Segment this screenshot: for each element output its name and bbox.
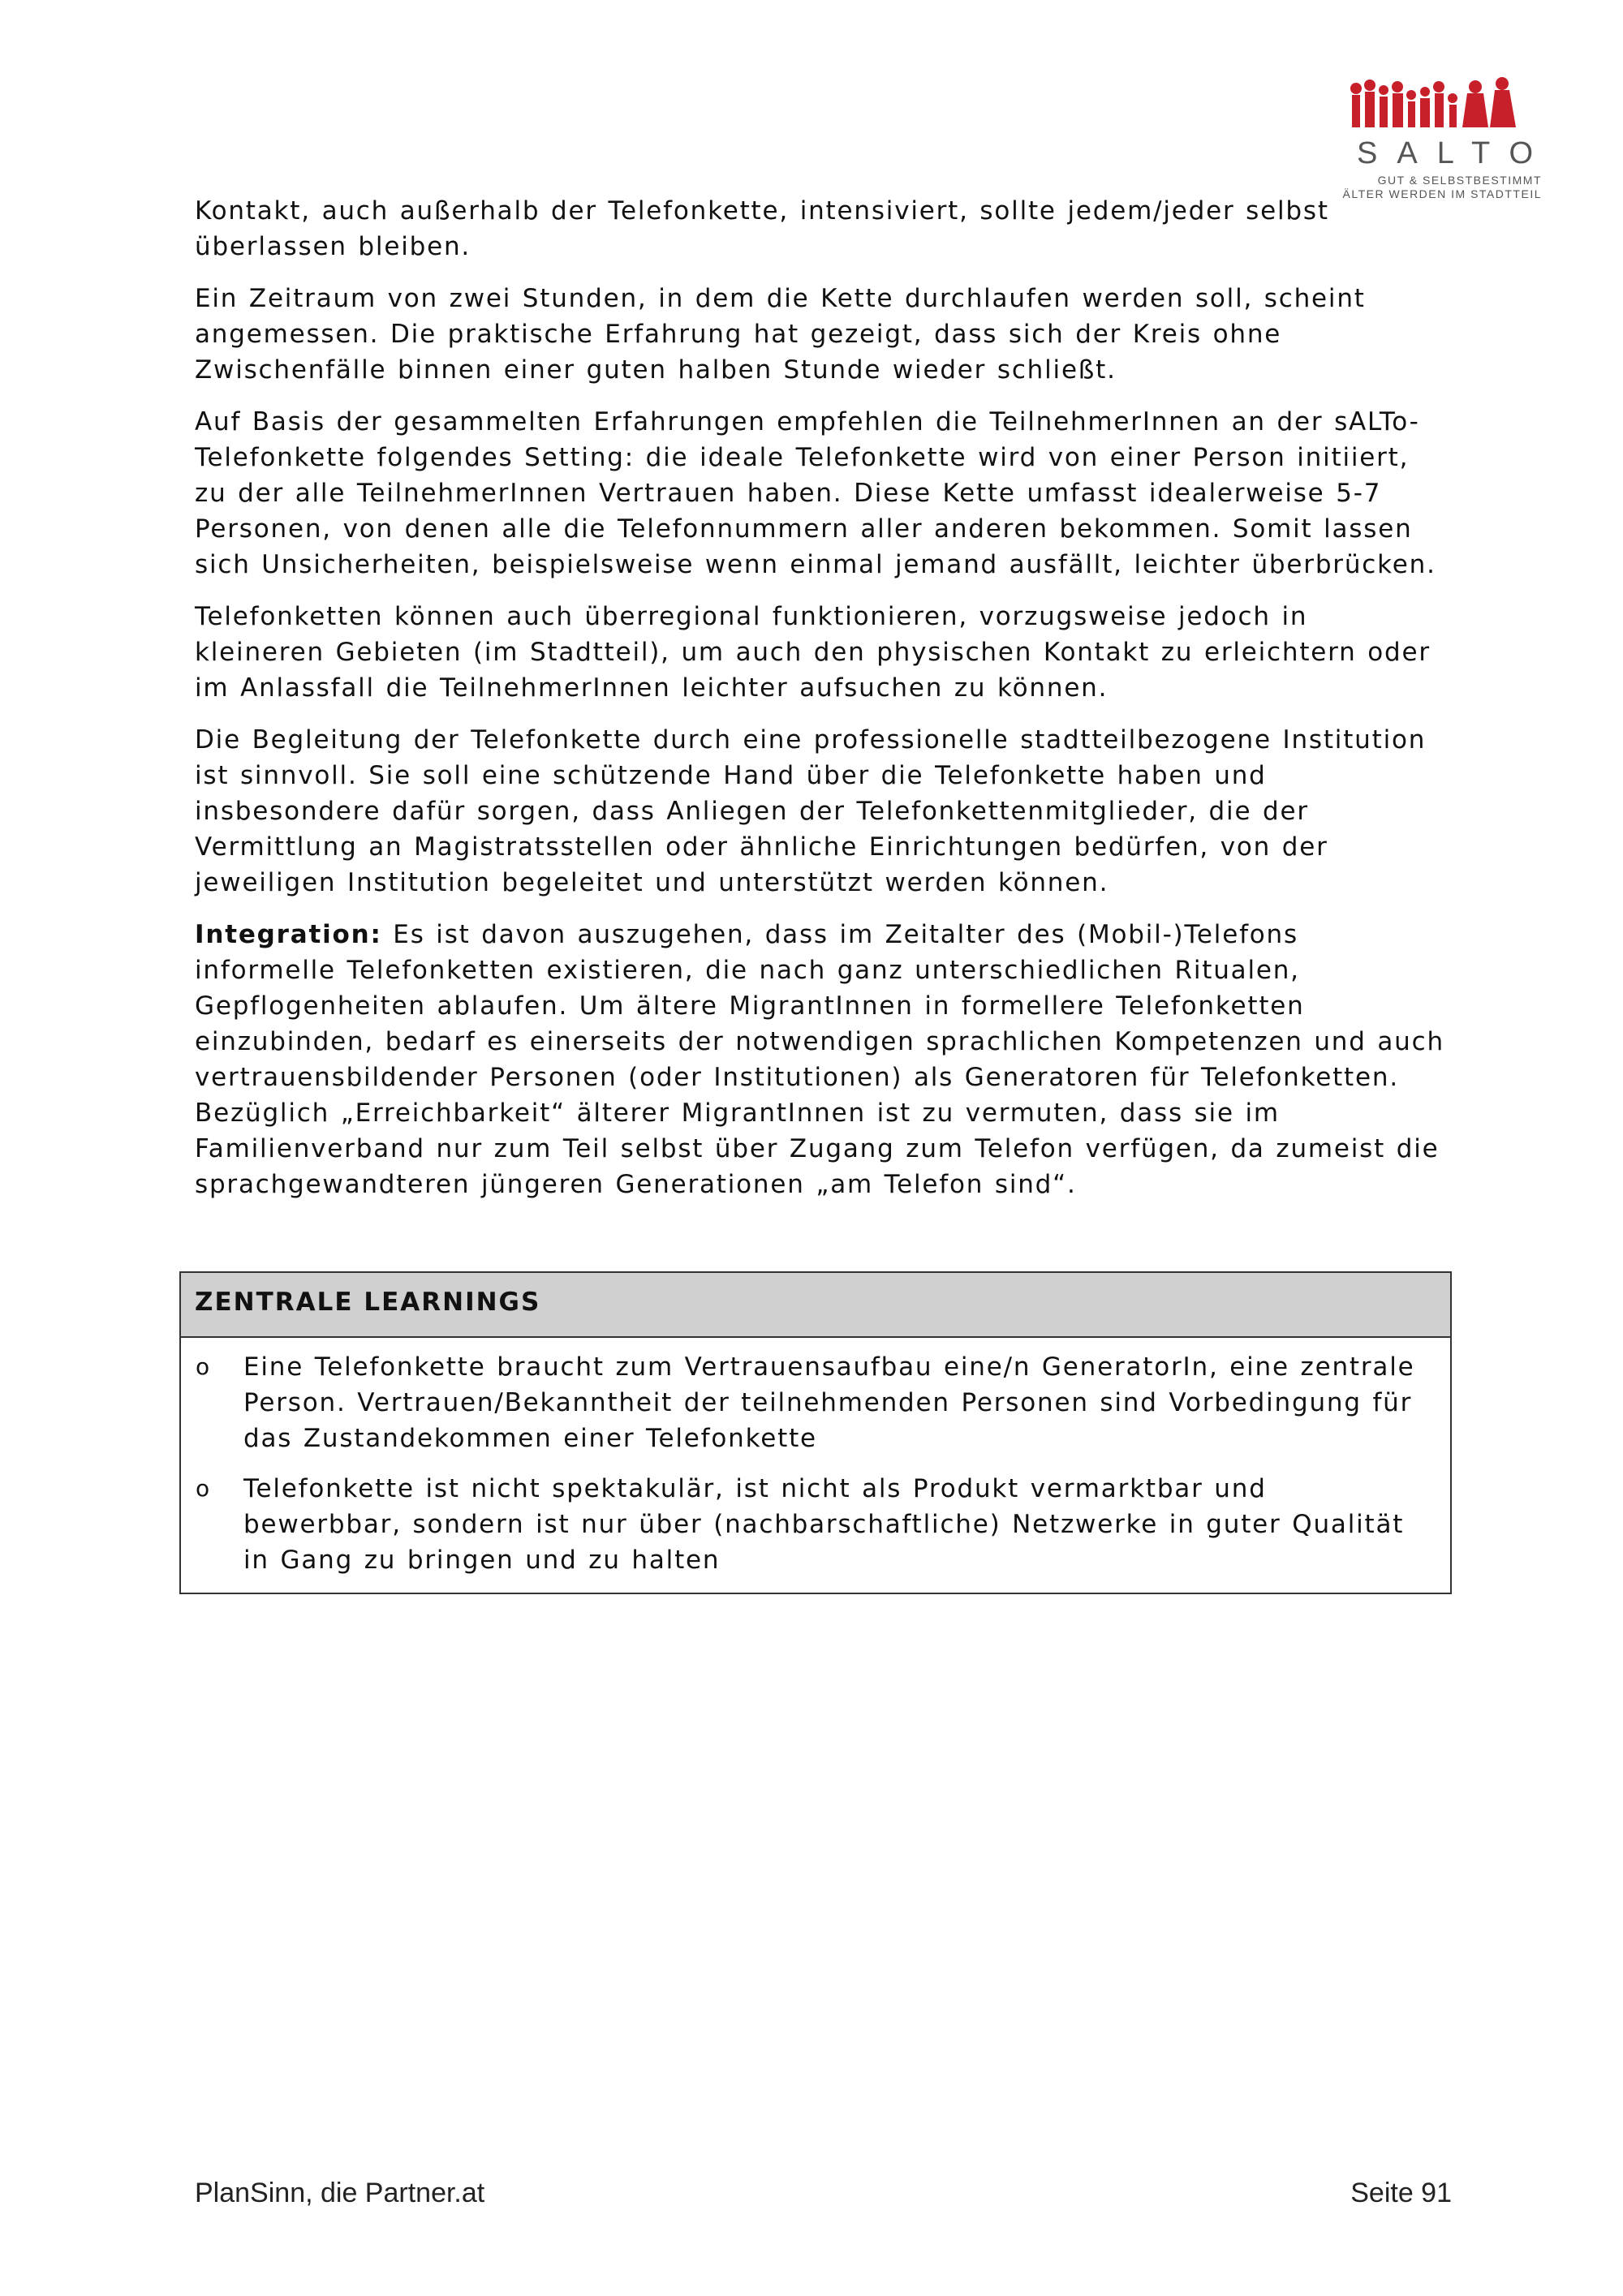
paragraph: Auf Basis der gesammelten Erfahrungen empfehlen die TeilnehmerInnen an der sALTo-Telefonkette folgendes Setting: die ideale Telefonkette wird von einer Person initiiert, zu der alle TeilnehmerInnen Vertrauen haben. Diese Kette umfasst idealerweise 5-7 Personen, von denen alle die Telefonnummern aller anderen bekommen. Somit lassen sich Unsicherheiten, beispielsweise wenn einmal jemand ausfällt, leichter überbrücken. [195, 407, 1436, 579]
integration-label: Integration: [195, 920, 382, 949]
paragraph: Die Begleitung der Telefonkette durch eine professionelle stadtteilbezogene Institution ist sinnvoll. Sie soll eine schützende Hand über die Telefonkette haben und insbesondere dafür sorgen, dass Anliegen der Telefonkettenmitglieder, die der Vermittlung an Magistratsstellen oder ähnliche Einrichtungen bedürfen, von der jeweiligen Institution begeleitet und unterstützt werden können. [195, 725, 1427, 897]
list-item [181, 1349, 1450, 1456]
logo-subtitle-2: ÄLTER WERDEN IM STADTTEIL [1342, 187, 1542, 200]
body-text [195, 193, 1444, 1219]
learnings-box [179, 1271, 1452, 1594]
paragraph: Ein Zeitraum von zwei Stunden, in dem die Kette durchlaufen werden soll, scheint angemessen. Die praktische Erfahrung hat gezeigt, dass sich der Kreis ohne Zwischenfälle binnen einer guten halben Stunde wieder schließt. [195, 284, 1366, 385]
learnings-list [181, 1338, 1450, 1578]
list-item [181, 1471, 1450, 1578]
paragraph: Telefonketten können auch überregional funktionieren, vorzugsweise jedoch in kleineren Gebieten (im Stadtteil), um auch den physischen Kontakt zu erleichtern oder im Anlassfall die TeilnehmerInnen leichter aufsuchen zu können. [195, 602, 1431, 703]
page-number: Seite 91 [1350, 2178, 1452, 2208]
list-item-text: Eine Telefonkette braucht zum Vertrauensaufbau eine/n GeneratorIn, eine zentrale Person. Vertrauen/Bekanntheit der teilnehmenden Personen sind Vorbedingung für das Zustandekommen einer Telefonkette [243, 1352, 1415, 1453]
bullet-marker: o [196, 1353, 211, 1380]
logo-subtitle-1: GUT & SELBSTBESTIMMT [1377, 174, 1542, 187]
logo-wordmark: SALTO [1357, 136, 1553, 170]
bullet-marker: o [196, 1475, 211, 1502]
footer-publisher: PlanSinn, die Partner.at [195, 2178, 485, 2208]
learnings-title: ZENTRALE LEARNINGS [181, 1273, 1450, 1338]
integration-paragraph [195, 917, 1444, 1202]
paragraph: Kontakt, auch außerhalb der Telefonkette, intensiviert, sollte jedem/jeder selbst überlassen bleiben. [195, 196, 1329, 261]
integration-text: Es ist davon auszugehen, dass im Zeitalter des (Mobil-)Telefons informelle Telefonketten existieren, die nach ganz unterschiedlichen Ritualen, Gepflogenheiten ablaufen. Um ältere MigrantInnen in formellere Telefonketten einzubinden, bedarf es einerseits der notwendigen sprachlichen Kompetenzen und auch vertrauensbildender Personen (oder Institutionen) als Generatoren für Telefonketten. Bezüglich „Erreichbarkeit“ älterer MigrantInnen ist zu vermuten, dass sie im Familienverband nur zum Teil selbst über Zugang zum Telefon verfügen, da zumeist die sprachgewandteren jüngeren Generationen „am Telefon sind“. [195, 920, 1444, 1199]
list-item-text: Telefonkette ist nicht spektakulär, ist nicht als Produkt vermarktbar und bewerbbar, sondern ist nur über (nachbarschaftliche) Netzwerke in guter Qualität in Gang zu bringen und zu halten [243, 1474, 1405, 1575]
